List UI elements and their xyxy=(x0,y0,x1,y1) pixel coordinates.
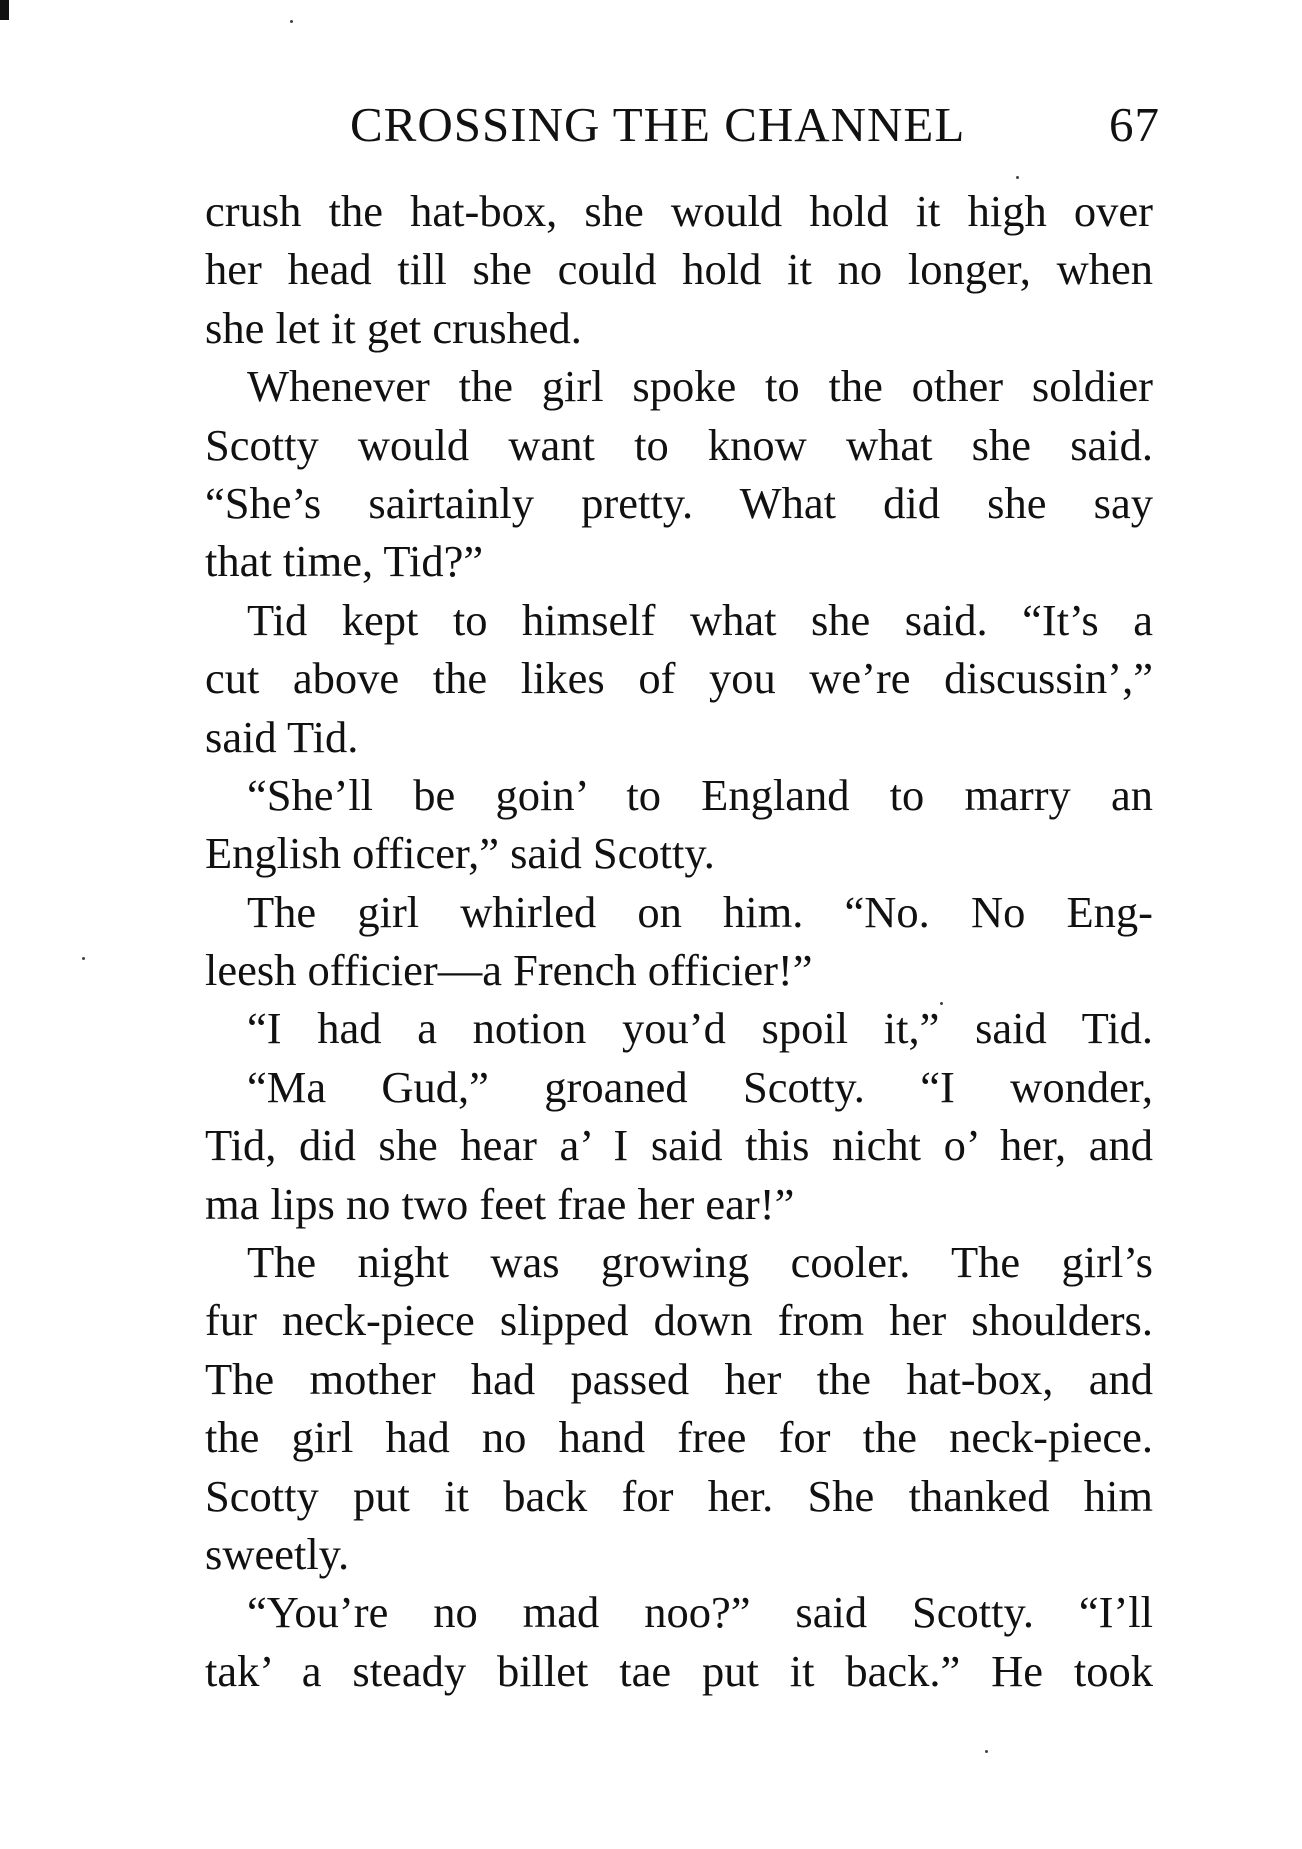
scan-speck xyxy=(290,20,293,23)
text-line: “I had a notion you’d spoil it,” said Tid. xyxy=(247,1003,1153,1054)
text-line: “She’ll be goin’ to England to marry an xyxy=(247,769,1153,820)
text-line: Tid kept to himself what she said. “It’s a xyxy=(247,594,1153,645)
text-line: fur neck-piece slipped down from her shoulders. xyxy=(205,1295,1153,1346)
scan-speck xyxy=(1016,176,1019,179)
text-line: “She’s sairtainly pretty. What did she say xyxy=(205,477,1153,528)
text-line: her head till she could hold it no longer, when xyxy=(205,244,1153,295)
text-line: said Tid. xyxy=(205,711,359,762)
body-text xyxy=(205,182,1153,1700)
chapter-title: CROSSING THE CHANNEL xyxy=(350,97,966,152)
text-line: tak’ a steady billet tae put it back.” He took xyxy=(205,1645,1153,1696)
text-line: English officer,” said Scotty. xyxy=(205,828,715,879)
text-line: ma lips no two feet frae her ear!” xyxy=(205,1178,795,1229)
text-line: “You’re no mad noo?” said Scotty. “I’ll xyxy=(247,1587,1153,1638)
text-line: Scotty would want to know what she said. xyxy=(205,419,1153,470)
text-line: cut above the likes of you we’re discussin’,” xyxy=(205,653,1153,704)
text-line: she let it get crushed. xyxy=(205,302,582,353)
scan-speck xyxy=(985,1750,988,1753)
text-line: crush the hat-box, she would hold it high over xyxy=(205,186,1153,236)
running-head xyxy=(350,95,1160,155)
text-line: The night was growing cooler. The girl’s xyxy=(247,1237,1153,1288)
scan-speck xyxy=(82,957,85,960)
text-line: that time, Tid?” xyxy=(205,536,484,587)
text-line: leesh officier—a French officier!” xyxy=(205,945,813,996)
text-line: The mother had passed her the hat-box, and xyxy=(205,1353,1153,1404)
text-line: The girl whirled on him. “No. No Eng- xyxy=(247,886,1153,937)
text-line: Whenever the girl spoke to the other soldier xyxy=(247,361,1153,412)
text-line: “Ma Gud,” groaned Scotty. “I wonder, xyxy=(247,1061,1153,1112)
page-number: 67 xyxy=(1109,97,1160,152)
scan-edge-mark xyxy=(0,0,9,20)
text-line: Tid, did she hear a’ I said this nicht o’ her, and xyxy=(205,1120,1153,1171)
text-line: the girl had no hand free for the neck-piece. xyxy=(205,1412,1153,1463)
text-line: sweetly. xyxy=(205,1528,350,1579)
text-line: Scotty put it back for her. She thanked him xyxy=(205,1470,1153,1521)
